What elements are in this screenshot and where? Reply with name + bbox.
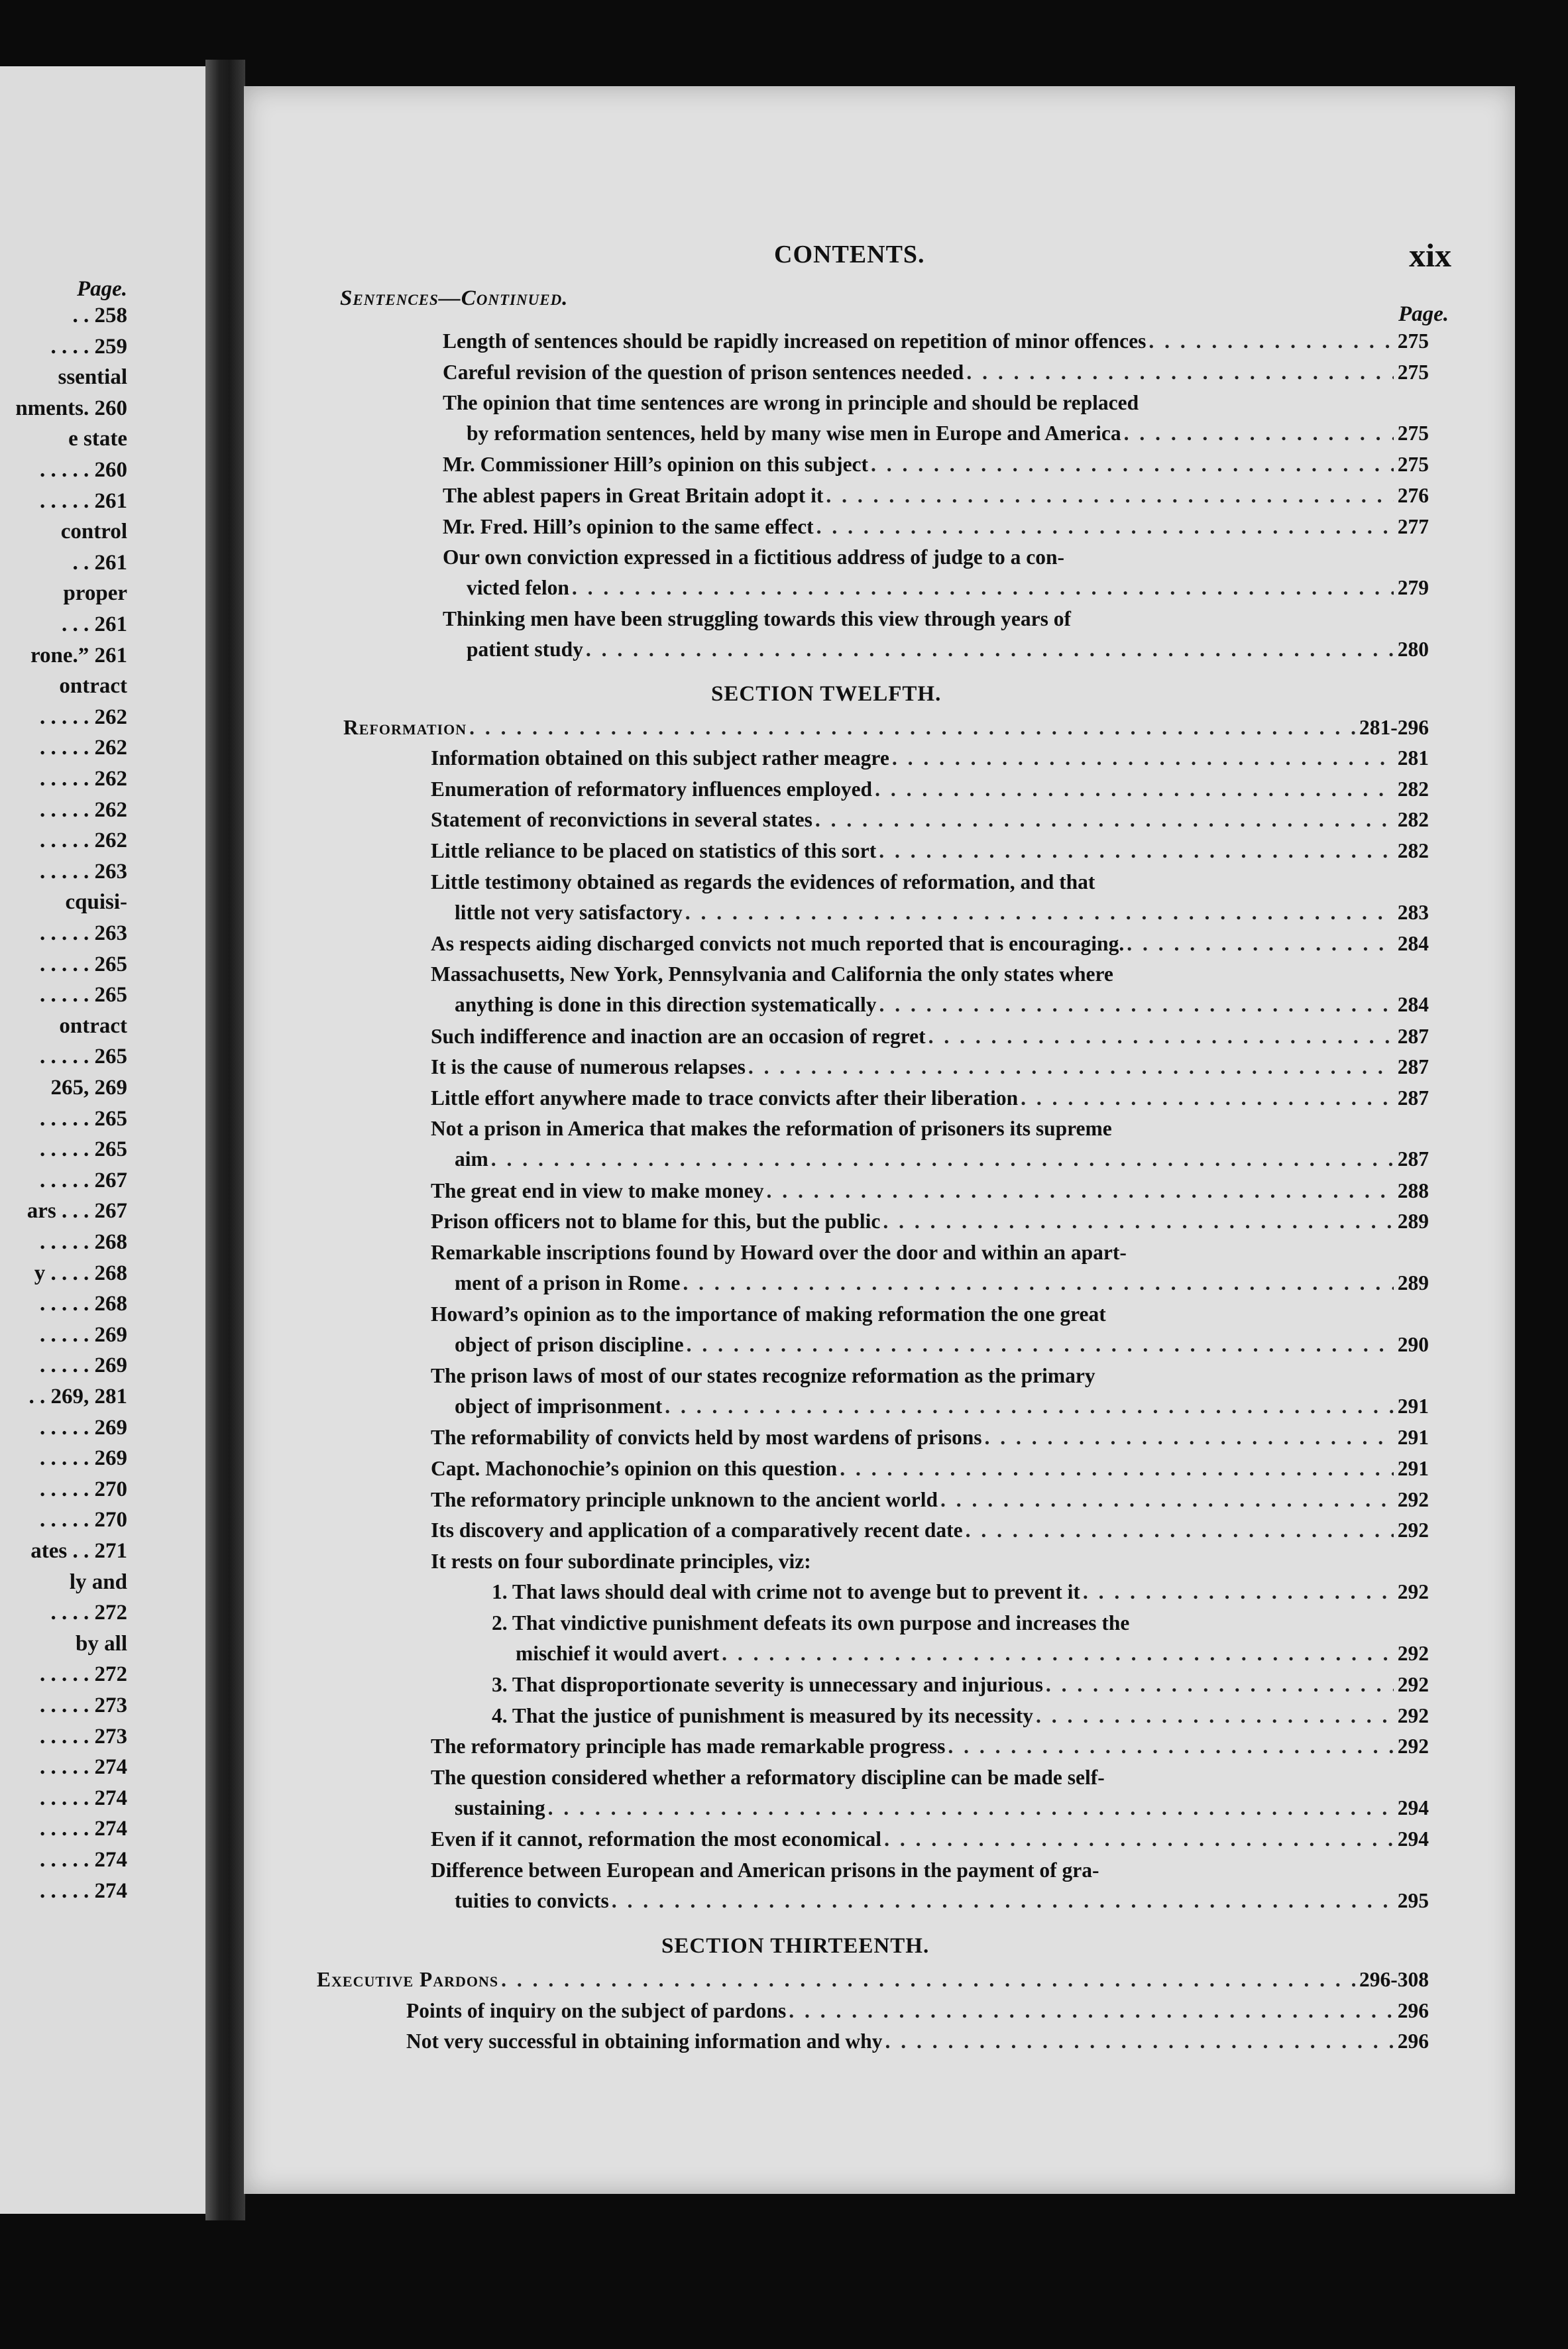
left-page-row: . . . . . 263	[40, 921, 127, 945]
left-page-row: . . 261	[72, 550, 127, 575]
entry-page-number: 296	[1397, 1998, 1429, 2022]
contents-entry	[431, 1485, 1429, 1515]
contents-entry	[443, 357, 1429, 388]
contents-subentry	[492, 1670, 1429, 1700]
section-thirteenth-topic	[317, 1965, 1429, 1995]
left-page-row: control	[60, 520, 127, 544]
entry-text: Not very successful in obtaining information and why	[406, 2030, 883, 2053]
contents-entry	[431, 1083, 1429, 1114]
leader-dots	[926, 1021, 1394, 1052]
leader-dots	[814, 512, 1394, 542]
left-page-row: . . . . . 263	[40, 859, 127, 884]
left-page-row: . . . . . 270	[40, 1508, 127, 1532]
leader-dots	[964, 357, 1393, 388]
left-page-row: . . . 261	[62, 612, 127, 636]
entry-text: The ablest papers in Great Britain adopt it	[443, 484, 824, 507]
contents-entry	[431, 1021, 1429, 1052]
contents-subentry	[492, 1577, 1429, 1607]
entry-page-number: 294	[1397, 1827, 1429, 1851]
leader-dots	[569, 573, 1394, 603]
entry-text: The reformatory principle has made remarkable progress	[431, 1735, 946, 1758]
contents-entry	[443, 542, 1429, 603]
left-page-row: . . . . . 274	[40, 1848, 127, 1872]
entry-text: Little reliance to be placed on statistics of this sort	[431, 839, 877, 862]
left-page-row: rone.” 261	[30, 643, 127, 667]
entry-text: The question considered whether a reformatory discipline can be made self-	[431, 1766, 1105, 1789]
left-page-row: . . . . . 269	[40, 1353, 127, 1378]
leader-dots	[880, 1206, 1393, 1237]
left-page-row: . . . . . 274	[40, 1817, 127, 1841]
leader-dots	[872, 774, 1394, 805]
left-facing-page	[0, 66, 205, 2214]
leader-dots	[889, 743, 1394, 773]
entry-page-number: 295	[1397, 1888, 1429, 1912]
entry-text: Information obtained on this subject rather meagre	[431, 746, 889, 770]
entry-page-number: 291	[1397, 1426, 1429, 1450]
left-page-row: ars . . . 267	[27, 1199, 127, 1224]
entry-page-number: 279	[1397, 576, 1429, 600]
entry-page-number: 287	[1397, 1086, 1429, 1110]
entry-page-number: 287	[1397, 1024, 1429, 1048]
section-twelfth-topic	[343, 713, 1429, 743]
left-page-row: by all	[76, 1631, 127, 1656]
entry-page-number: 284	[1397, 993, 1429, 1017]
contents-entry	[431, 1052, 1429, 1082]
topic-pages: 281-296	[1359, 715, 1429, 739]
entry-text: 4. That the justice of punishment is measured by its necessity	[492, 1703, 1034, 1727]
contents-entry	[431, 959, 1429, 1020]
leader-dots	[812, 805, 1394, 835]
topic-label: Executive Pardons	[317, 1968, 499, 1991]
entry-page-number: 289	[1397, 1271, 1429, 1294]
contents-entry	[431, 1422, 1429, 1453]
contents-entry	[431, 1824, 1429, 1855]
contents-entry	[431, 1237, 1429, 1298]
entry-page-number: 290	[1397, 1333, 1429, 1356]
left-page-row: . . . . . 265	[40, 1045, 127, 1069]
running-title: CONTENTS.	[774, 241, 925, 268]
contents-entry	[443, 481, 1429, 511]
contents-entry	[431, 1731, 1429, 1762]
left-page-row: . . . . . 274	[40, 1786, 127, 1810]
contents-entry	[443, 388, 1429, 449]
left-page-row: . . . . . 272	[40, 1662, 127, 1687]
left-page-row: . . . . . 262	[40, 829, 127, 853]
entry-text: Mr. Fred. Hill’s opinion to the same effect	[443, 514, 814, 538]
contents-entry	[431, 836, 1429, 866]
entry-text: Remarkable inscriptions found by Howard over the door and within an apart-	[431, 1240, 1127, 1264]
entry-text: 3. That disproportionate severity is unnecessary and injurious	[492, 1673, 1043, 1697]
entry-page-number: 275	[1397, 453, 1429, 477]
left-page-row: . . . . 259	[50, 334, 127, 359]
entry-text: Statement of reconvictions in several states	[431, 808, 812, 832]
left-page-row: . . . . . 273	[40, 1724, 127, 1748]
left-page-row: nments. 260	[15, 396, 127, 420]
left-page-row: . . . . . 262	[40, 705, 127, 729]
entry-page-number: 282	[1397, 777, 1429, 801]
entry-page-number: 288	[1397, 1178, 1429, 1202]
leader-dots	[982, 1422, 1394, 1453]
contents-entry	[431, 1454, 1429, 1484]
left-page-row: proper	[63, 581, 127, 606]
entry-text: Difference between European and American prisons in the payment of gra-	[431, 1858, 1099, 1882]
entry-page-number: 292	[1397, 1703, 1429, 1727]
entry-page-number: 292	[1397, 1487, 1429, 1511]
left-page-row: . . . . . 265	[40, 1106, 127, 1131]
leader-dots	[1043, 1670, 1394, 1700]
entry-page-number: 292	[1397, 1642, 1429, 1665]
leader-dots	[882, 2026, 1393, 2057]
entry-text: Even if it cannot, reformation the most economical	[431, 1827, 882, 1851]
entry-page-number: 294	[1397, 1796, 1429, 1819]
entry-page-number: 275	[1397, 329, 1429, 353]
leader-dots	[488, 1144, 1394, 1174]
leader-dots	[746, 1052, 1394, 1082]
leader-dots	[764, 1176, 1394, 1206]
left-page-row: ontract	[59, 674, 127, 699]
entry-text: Enumeration of reformatory influences employed	[431, 777, 873, 801]
contents-entry	[443, 326, 1429, 357]
entry-text: Prison officers not to blame for this, but the public	[431, 1210, 881, 1233]
leader-dots	[583, 634, 1394, 665]
entry-page-number: 289	[1397, 1210, 1429, 1233]
contents-entry	[443, 512, 1429, 542]
leader-dots	[876, 836, 1394, 866]
entry-text: anything is done in this direction systematically	[455, 993, 877, 1017]
entry-text: Little effort anywhere made to trace convicts after their liberation	[431, 1086, 1019, 1110]
entry-text: Little testimony obtained as regards the evidences of reformation, and that	[431, 870, 1095, 893]
left-page-row: . . . . . 269	[40, 1446, 127, 1471]
entry-text: Not a prison in America that makes the reformation of prisoners its supreme	[431, 1117, 1112, 1141]
leader-dots	[719, 1638, 1394, 1669]
entry-text: aim	[455, 1147, 488, 1171]
left-page-row: . . . . . 267	[40, 1168, 127, 1192]
entry-text: tuities to convicts	[455, 1888, 609, 1912]
leader-dots	[876, 990, 1393, 1020]
entry-page-number: 282	[1397, 808, 1429, 832]
entry-text: Our own conviction expressed in a fictitious address of judge to a con-	[443, 545, 1065, 569]
left-page-row: ssential	[58, 365, 127, 390]
leader-dots	[963, 1515, 1394, 1546]
entry-page-number: 291	[1397, 1395, 1429, 1418]
entry-text: Points of inquiry on the subject of pardons	[406, 1998, 787, 2022]
entry-text: It rests on four subordinate principles, viz:	[431, 1549, 811, 1573]
left-page-row: . . . . . 261	[40, 488, 127, 513]
entry-page-number: 287	[1397, 1147, 1429, 1171]
contents-entry	[431, 1176, 1429, 1206]
section-twelfth-heading: SECTION TWELFTH.	[711, 681, 942, 706]
entry-text: The opinion that time sentences are wrong in principle and should be replaced	[443, 391, 1139, 415]
left-page-row: ontract	[59, 1013, 127, 1038]
leader-dots	[868, 449, 1394, 480]
section-thirteenth-heading: SECTION THIRTEENTH.	[661, 1934, 930, 1958]
contents-entry	[443, 604, 1429, 665]
leader-dots	[662, 1391, 1394, 1422]
entry-text: mischief it would avert	[516, 1642, 720, 1665]
entry-text: Thinking men have been struggling towards this view through years of	[443, 607, 1072, 631]
leader-dots	[1033, 1701, 1394, 1731]
left-page-row: y . . . . 268	[34, 1261, 127, 1285]
entry-text: 2. That vindictive punishment defeats its own purpose and increases the	[492, 1611, 1130, 1634]
contents-entry	[431, 1515, 1429, 1546]
entry-text: As respects aiding discharged convicts not much reported that is encouraging.	[431, 931, 1125, 955]
contents-entry	[431, 774, 1429, 805]
entry-text: The reformability of convicts held by most wardens of prisons	[431, 1426, 982, 1450]
leader-dots	[823, 481, 1393, 511]
entry-page-number: 284	[1397, 931, 1429, 955]
contents-entry	[431, 1206, 1429, 1237]
left-page-row: . . . . . 260	[40, 458, 127, 482]
page-column-label: Page.	[1398, 302, 1449, 326]
leader-dots	[938, 1485, 1394, 1515]
leader-dots	[680, 1268, 1393, 1298]
entry-page-number: 292	[1397, 1518, 1429, 1542]
leader-dots	[786, 1996, 1394, 2026]
contents-entry	[406, 1996, 1429, 2026]
left-page-row: . . . . . 265	[40, 1137, 127, 1162]
entry-text: little not very satisfactory	[455, 900, 683, 924]
entry-text: Its discovery and application of a comparatively recent date	[431, 1518, 963, 1542]
topic-label: Reformation	[343, 715, 467, 739]
entry-page-number: 292	[1397, 1673, 1429, 1697]
entry-page-number: 283	[1397, 900, 1429, 924]
left-page-row: ates . . 271	[30, 1539, 127, 1563]
entry-page-number: 275	[1397, 360, 1429, 384]
left-page-row: . . . . . 274	[40, 1878, 127, 1903]
left-page-row: . . 269, 281	[28, 1385, 127, 1408]
leader-dots	[837, 1454, 1394, 1484]
left-page-row: e state	[68, 427, 127, 451]
left-page-row: . . . . 272	[50, 1601, 127, 1625]
entry-text: patient study	[467, 638, 583, 661]
entry-page-number: 282	[1397, 839, 1429, 862]
section-continued-heading: Sentences—Continued.	[340, 286, 569, 310]
entry-text: Howard’s opinion as to the importance of making reformation the one great	[431, 1302, 1106, 1326]
left-page-row: . . . . . 274	[40, 1755, 127, 1780]
entry-page-number: 287	[1397, 1055, 1429, 1079]
left-page-row: 265, 269	[50, 1076, 127, 1100]
entry-text: Massachusetts, New York, Pennsylvania and California the only states where	[431, 962, 1113, 986]
contents-entry	[431, 929, 1429, 959]
leader-dots	[881, 1824, 1394, 1855]
contents-subentry	[492, 1608, 1429, 1669]
leader-dots	[545, 1793, 1394, 1823]
leader-dots	[1146, 326, 1393, 357]
entry-text: Mr. Commissioner Hill’s opinion on this subject	[443, 453, 869, 477]
entry-text: Capt. Machonochie’s opinion on this question	[431, 1457, 838, 1480]
book-gutter	[205, 60, 245, 2220]
entry-page-number: 292	[1397, 1580, 1429, 1604]
left-page-row: . . . . . 265	[40, 983, 127, 1007]
contents-entry	[431, 743, 1429, 773]
leader-dots	[1121, 418, 1394, 449]
entry-page-number: 292	[1397, 1735, 1429, 1758]
contents-entry	[431, 1361, 1429, 1422]
leader-dots	[1080, 1577, 1394, 1607]
contents-entry	[431, 1299, 1429, 1360]
leader-dots	[1018, 1083, 1394, 1114]
contents-subentry	[492, 1701, 1429, 1731]
left-page-row: . . . . . 262	[40, 736, 127, 760]
left-page-row: cquisi-	[65, 890, 127, 915]
entry-page-number: 275	[1397, 422, 1429, 445]
topic-pages: 296-308	[1359, 1968, 1429, 1991]
entry-page-number: 276	[1397, 484, 1429, 507]
left-page-row: . . . . . 269	[40, 1415, 127, 1440]
entry-text: Careful revision of the question of prison sentences needed	[443, 360, 964, 384]
entry-text: by reformation sentences, held by many wise men in Europe and America	[467, 422, 1121, 445]
page-folio: xix	[1409, 237, 1451, 274]
entry-page-number: 296	[1397, 2030, 1429, 2053]
contents-entry	[431, 1114, 1429, 1174]
entry-page-number: 280	[1397, 638, 1429, 661]
entry-text: It is the cause of numerous relapses	[431, 1055, 746, 1079]
entry-page-number: 277	[1397, 514, 1429, 538]
leader-dots	[609, 1886, 1394, 1916]
left-page-row: . . . . . 270	[40, 1477, 127, 1501]
leader-dots	[1124, 929, 1394, 959]
leader-dots	[498, 1965, 1355, 1995]
leader-dots	[684, 1330, 1394, 1360]
contents-page	[244, 86, 1515, 2194]
left-page-row: . . . . . 268	[40, 1230, 127, 1254]
contents-entry	[431, 867, 1429, 928]
entry-text: object of imprisonment	[455, 1395, 663, 1418]
entry-text: object of prison discipline	[455, 1333, 684, 1356]
left-page-row: ly and	[69, 1570, 127, 1594]
entry-text: The great end in view to make money	[431, 1178, 764, 1202]
contents-entry	[431, 1546, 1429, 1577]
entry-text: Such indifference and inaction are an occasion of regret	[431, 1024, 926, 1048]
entry-text: 1. That laws should deal with crime not to avenge but to prevent it	[492, 1580, 1080, 1604]
entry-text: victed felon	[467, 576, 569, 600]
contents-entry	[443, 449, 1429, 480]
left-page-header: Page.	[76, 277, 127, 301]
left-page-row: . . . . . 273	[40, 1693, 127, 1717]
left-page-row: . . . . . 262	[40, 767, 127, 791]
entry-page-number: 291	[1397, 1457, 1429, 1480]
left-page-row: . . . . . 262	[40, 797, 127, 822]
entry-text: sustaining	[455, 1796, 545, 1819]
left-page-row: . . 258	[72, 304, 127, 327]
leader-dots	[683, 897, 1394, 928]
contents-entry	[431, 805, 1429, 835]
contents-entry	[431, 1855, 1429, 1916]
entry-page-number: 281	[1397, 746, 1429, 770]
contents-entry	[406, 2026, 1429, 2057]
leader-dots	[467, 713, 1355, 743]
entry-text: The prison laws of most of our states recognize reformation as the primary	[431, 1364, 1095, 1388]
left-page-row: . . . . . 269	[40, 1322, 127, 1347]
entry-text: ment of a prison in Rome	[455, 1271, 681, 1294]
contents-entry	[431, 1762, 1429, 1823]
entry-text: Length of sentences should be rapidly increased on repetition of minor offences	[443, 329, 1147, 353]
left-page-row: . . . . . 265	[40, 952, 127, 976]
left-page-row: . . . . . 268	[40, 1292, 127, 1316]
entry-text: The reformatory principle unknown to the ancient world	[431, 1487, 938, 1511]
leader-dots	[945, 1731, 1393, 1762]
